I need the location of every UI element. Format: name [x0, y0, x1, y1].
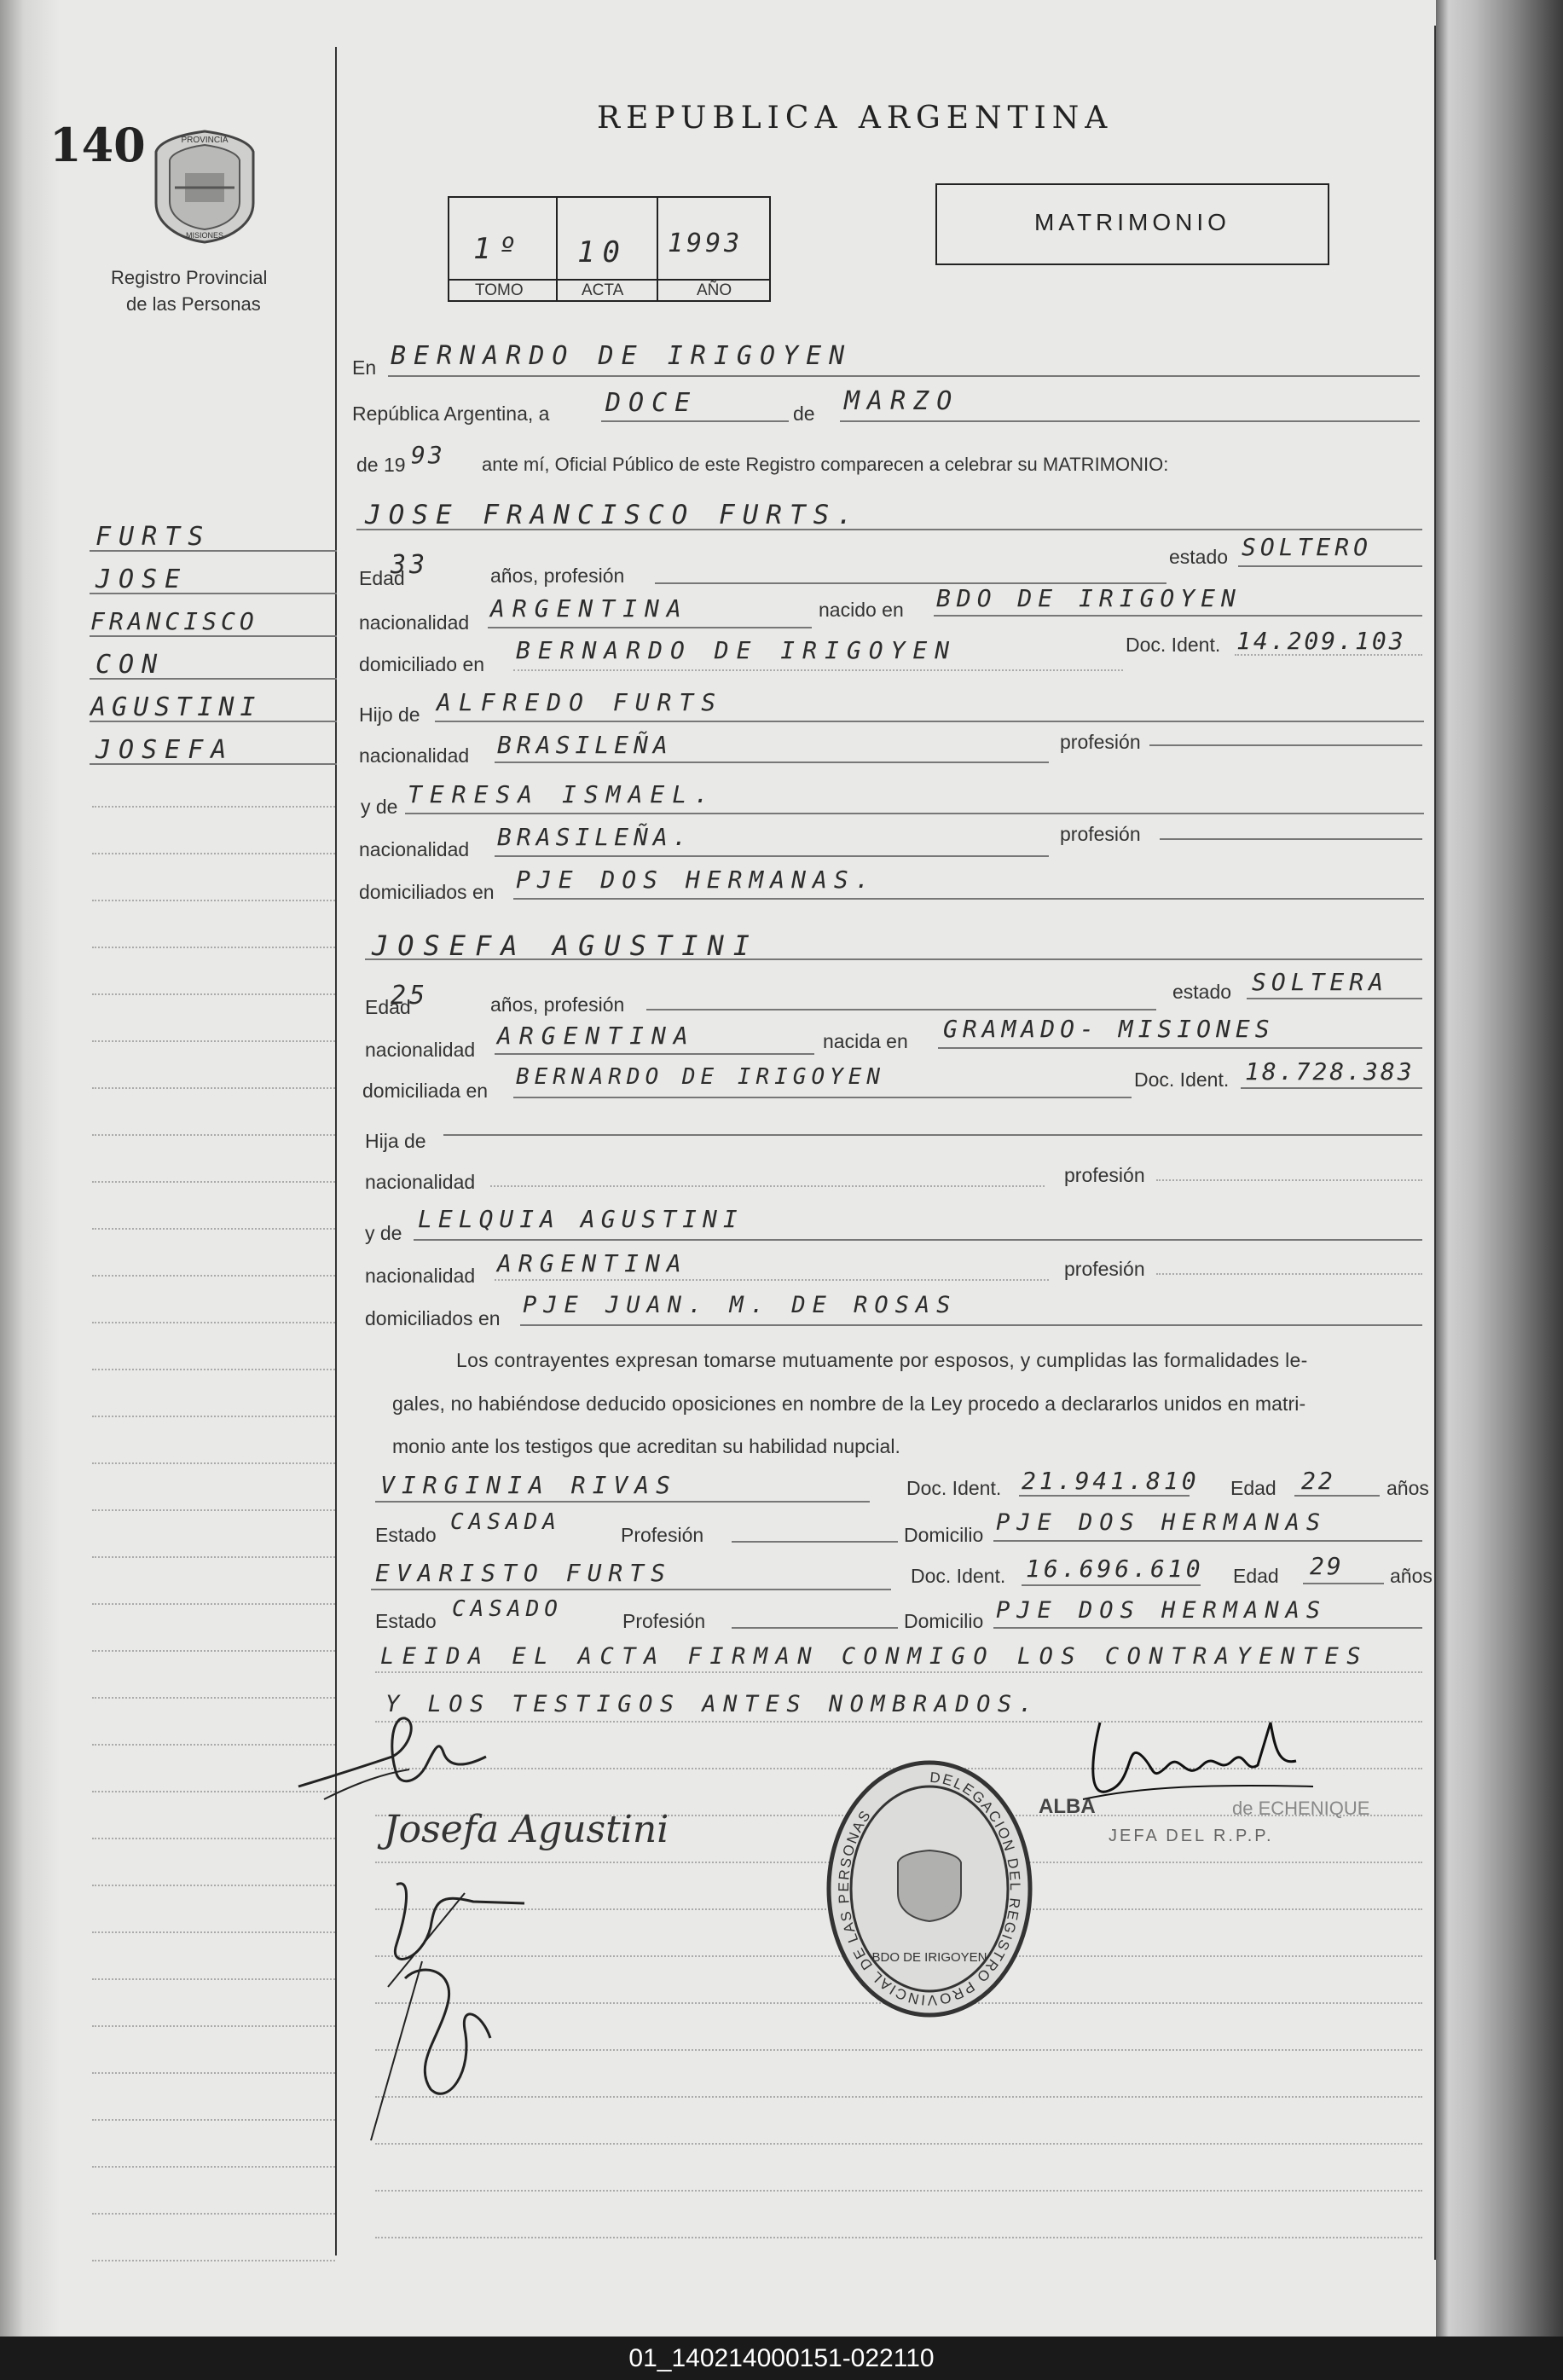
closing-line-1: LEIDA EL ACTA FIRMAN CONMIGO LOS CONTRAYENTES	[380, 1643, 1369, 1670]
bride-edad: 25	[391, 981, 429, 1010]
bride-doc: 18.728.383	[1245, 1057, 1415, 1086]
margin-ruled-line	[92, 1416, 335, 1417]
margin-ruled-line	[92, 806, 335, 808]
official-stamp-name: ALBA	[1039, 1795, 1096, 1818]
margin-ruled-line	[92, 2119, 335, 2121]
groom-mother-nac: BRASILEÑA.	[497, 823, 692, 851]
witness2-dom: PJE DOS HERMANAS	[996, 1597, 1328, 1624]
bride-doc-label: Doc. Ident.	[1134, 1068, 1230, 1091]
witness1-edad-label: Edad	[1230, 1477, 1276, 1499]
margin-name-6: JOSEFA	[96, 735, 234, 765]
file-id-footer: 01_140214000151-022110	[0, 2337, 1563, 2380]
groom-father-prof-label: profesión	[1060, 731, 1141, 753]
groom-name: JOSE FRANCISCO FURTS.	[365, 500, 860, 530]
signature-ruled-line	[375, 2237, 1422, 2238]
declaration-line-1: Los contrayentes expresan tomarse mutuamente por esposos, y cumplidas las formalidades le-	[456, 1349, 1308, 1371]
groom-mother: TERESA ISMAEL.	[408, 780, 717, 808]
bride-nacida-label: nacida en	[823, 1030, 908, 1052]
bride-signature: Josefa Agustini	[384, 1808, 669, 1851]
margin-ruled-line	[92, 1275, 335, 1277]
margin-ruled-line	[92, 993, 335, 995]
bride-name: JOSEFA AGUSTINI	[372, 929, 759, 962]
groom-father-nac: BRASILEÑA	[497, 731, 673, 759]
witness2-doc-label: Doc. Ident.	[911, 1565, 1006, 1587]
bride-father-label: Hija de	[365, 1130, 426, 1152]
margin-name-2: JOSE	[96, 565, 188, 594]
groom-nac: ARGENTINA	[490, 594, 689, 623]
svg-text:PROVINCIA: PROVINCIA	[181, 136, 229, 145]
bride-estado-label: estado	[1172, 981, 1232, 1003]
groom-dom: BERNARDO DE IRIGOYEN	[516, 636, 958, 664]
svg-text:MISIONES: MISIONES	[185, 231, 224, 240]
groom-doc: 14.209.103	[1236, 627, 1406, 655]
witness1-estado: CASADA	[450, 1509, 561, 1535]
groom-mother-nac-label: nacionalidad	[359, 838, 470, 860]
page-binding-edge	[0, 0, 60, 2337]
witness1-doc-label: Doc. Ident.	[906, 1477, 1002, 1499]
groom-signature-icon	[290, 1705, 546, 1808]
groom-estado-label: estado	[1169, 546, 1229, 568]
act-type-label: MATRIMONIO	[1034, 209, 1230, 235]
declaration-line-2: gales, no habiéndose deducido oposiciones en nombre de la Ley procedo a declararlos unidos en matri-	[392, 1393, 1306, 1415]
register-name-line-2: de las Personas	[126, 293, 261, 315]
witness2-doc: 16.696.610	[1026, 1555, 1204, 1583]
witness1-dom: PJE DOS HERMANAS	[996, 1509, 1328, 1536]
groom-parents-dom-label: domiciliados en	[359, 881, 495, 903]
republica-label: República Argentina, a	[352, 402, 550, 425]
bride-dom: BERNARDO DE IRIGOYEN	[516, 1064, 886, 1090]
margin-ruled-line	[92, 1603, 335, 1605]
groom-mother-label: y de	[361, 796, 398, 818]
margin-ruled-line	[92, 1885, 335, 1886]
margin-ruled-line	[92, 1978, 335, 1980]
margin-ruled-line	[92, 1650, 335, 1652]
margin-ruled-line	[92, 2072, 335, 2074]
register-name-line-1: Registro Provincial	[111, 267, 268, 288]
margin-ruled-line	[92, 1322, 335, 1323]
year-prefix: de 19	[356, 454, 406, 476]
groom-anos-profesion: años, profesión	[490, 565, 625, 587]
witness2-edad-label: Edad	[1233, 1565, 1279, 1587]
bride-edad-label: Edad	[365, 996, 411, 1018]
margin-name-1: FURTS	[96, 522, 211, 552]
province-seal-icon	[149, 126, 260, 246]
margin-ruled-line	[92, 2025, 335, 2027]
groom-nacido: BDO DE IRIGOYEN	[936, 584, 1242, 612]
year-value: 1993	[668, 229, 744, 258]
bride-mother-label: y de	[365, 1222, 402, 1244]
acta-value: 10	[577, 235, 628, 269]
official-stamp-surname: de ECHENIQUE	[1232, 1798, 1370, 1819]
witness2-estado: CASADO	[452, 1596, 563, 1622]
month-value: MARZO	[844, 386, 960, 416]
svg-text:DELEGACION DEL REGISTRO PROVIN: DELEGACION DEL REGISTRO PROVINCIAL DE LAS PERSONAS	[835, 1769, 1024, 2009]
en-label: En	[352, 356, 377, 379]
margin-ruled-line	[92, 853, 335, 854]
witness1-prof-label: Profesión	[621, 1524, 704, 1546]
groom-nacido-label: nacido en	[819, 599, 904, 621]
margin-name-4: CON	[96, 650, 165, 680]
witness2-prof-label: Profesión	[622, 1610, 706, 1632]
bride-father-nac-label: nacionalidad	[365, 1171, 476, 1193]
closing-line-2: Y LOS TESTIGOS ANTES NOMBRADOS.	[385, 1691, 1040, 1717]
margin-ruled-line	[92, 1838, 335, 1839]
margin-ruled-line	[92, 1181, 335, 1183]
witness-signatures-icon	[337, 1868, 627, 2149]
bride-mother-nac-label: nacionalidad	[365, 1265, 476, 1287]
groom-parents-dom: PJE DOS HERMANAS.	[516, 866, 877, 894]
margin-name-3: FRANCISCO	[90, 607, 258, 635]
page-stack-shadow	[1436, 0, 1563, 2337]
witness1-estado-label: Estado	[375, 1524, 437, 1546]
bride-mother-nac: ARGENTINA	[497, 1249, 688, 1277]
bride-dom-label: domiciliada en	[362, 1080, 489, 1102]
year-suffix-value: 93	[411, 441, 445, 469]
margin-ruled-line	[92, 1556, 335, 1558]
margin-ruled-line	[92, 1040, 335, 1042]
bride-nac-label: nacionalidad	[365, 1039, 476, 1061]
witness1-name: VIRGINIA RIVAS	[380, 1471, 678, 1499]
margin-ruled-line	[92, 900, 335, 901]
declaration-line-3: monio ante los testigos que acreditan su habilidad nupcial.	[392, 1435, 900, 1457]
witness1-dom-label: Domicilio	[904, 1524, 984, 1546]
witness2-anos: años	[1390, 1565, 1433, 1587]
groom-doc-label: Doc. Ident.	[1126, 634, 1221, 656]
groom-father: ALFREDO FURTS	[437, 688, 724, 716]
margin-ruled-line	[92, 947, 335, 948]
margin-name-5: AGUSTINI	[90, 692, 262, 722]
witness2-name: EVARISTO FURTS	[375, 1559, 673, 1587]
page-number: 140	[49, 118, 146, 172]
act-type-box	[935, 183, 1329, 265]
margin-ruled-line	[92, 1228, 335, 1230]
bride-mother-prof-label: profesión	[1064, 1258, 1145, 1280]
groom-nac-label: nacionalidad	[359, 611, 470, 634]
margin-ruled-line	[92, 1697, 335, 1699]
groom-father-nac-label: nacionalidad	[359, 744, 470, 767]
witness2-dom-label: Domicilio	[904, 1610, 984, 1632]
bride-anos-profesion: años, profesión	[490, 993, 625, 1016]
bride-mother: LELQUIA AGUSTINI	[418, 1205, 744, 1233]
groom-mother-prof-label: profesión	[1060, 823, 1141, 845]
tomo-value: 1º	[473, 232, 524, 266]
groom-edad: 33	[391, 550, 429, 580]
official-stamp-role: JEFA DEL R.P.P.	[1109, 1827, 1274, 1845]
bride-parents-dom: PJE JUAN. M. DE ROSAS	[523, 1292, 958, 1318]
de-label: de	[793, 402, 815, 425]
groom-dom-label: domiciliado en	[359, 653, 485, 675]
margin-ruled-line	[92, 1931, 335, 1933]
day-value: DOCE	[605, 388, 698, 418]
witness1-anos: años	[1386, 1477, 1429, 1499]
margin-ruled-line	[92, 1509, 335, 1511]
margin-ruled-line	[92, 1087, 335, 1089]
tomo-label: TOMO	[475, 281, 524, 299]
country-title: REPUBLICA ARGENTINA	[597, 101, 1114, 136]
groom-edad-label: Edad	[359, 567, 405, 589]
groom-father-label: Hijo de	[359, 704, 420, 726]
margin-ruled-line	[92, 2166, 335, 2168]
witness1-edad: 22	[1301, 1467, 1335, 1495]
bride-parents-dom-label: domiciliados en	[365, 1307, 501, 1329]
witness2-edad: 29	[1310, 1552, 1344, 1580]
margin-ruled-line	[92, 1369, 335, 1370]
margin-ruled-line	[92, 2213, 335, 2215]
comparecen-statement: ante mí, Oficial Público de este Registro comparecen a celebrar su MATRIMONIO:	[482, 454, 1169, 475]
year-label: AÑO	[697, 281, 732, 299]
bride-nacida: GRAMADO- MISIONES	[943, 1015, 1275, 1043]
bride-estado: SOLTERA	[1252, 968, 1389, 996]
acta-label: ACTA	[582, 281, 624, 299]
delegation-round-seal-icon	[823, 1757, 1036, 2021]
svg-text:BDO DE IRIGOYEN: BDO DE IRIGOYEN	[871, 1950, 987, 1965]
witness2-estado-label: Estado	[375, 1610, 437, 1632]
groom-estado: SOLTERO	[1242, 533, 1373, 561]
signature-ruled-line	[375, 2190, 1422, 2192]
witness1-doc: 21.941.810	[1022, 1467, 1200, 1495]
bride-father-prof-label: profesión	[1064, 1164, 1145, 1186]
margin-ruled-line	[92, 2260, 335, 2261]
bride-nac: ARGENTINA	[497, 1022, 696, 1050]
place-value: BERNARDO DE IRIGOYEN	[391, 341, 853, 371]
margin-ruled-line	[92, 1462, 335, 1464]
record-id-box	[448, 196, 771, 302]
margin-ruled-line	[92, 1134, 335, 1136]
